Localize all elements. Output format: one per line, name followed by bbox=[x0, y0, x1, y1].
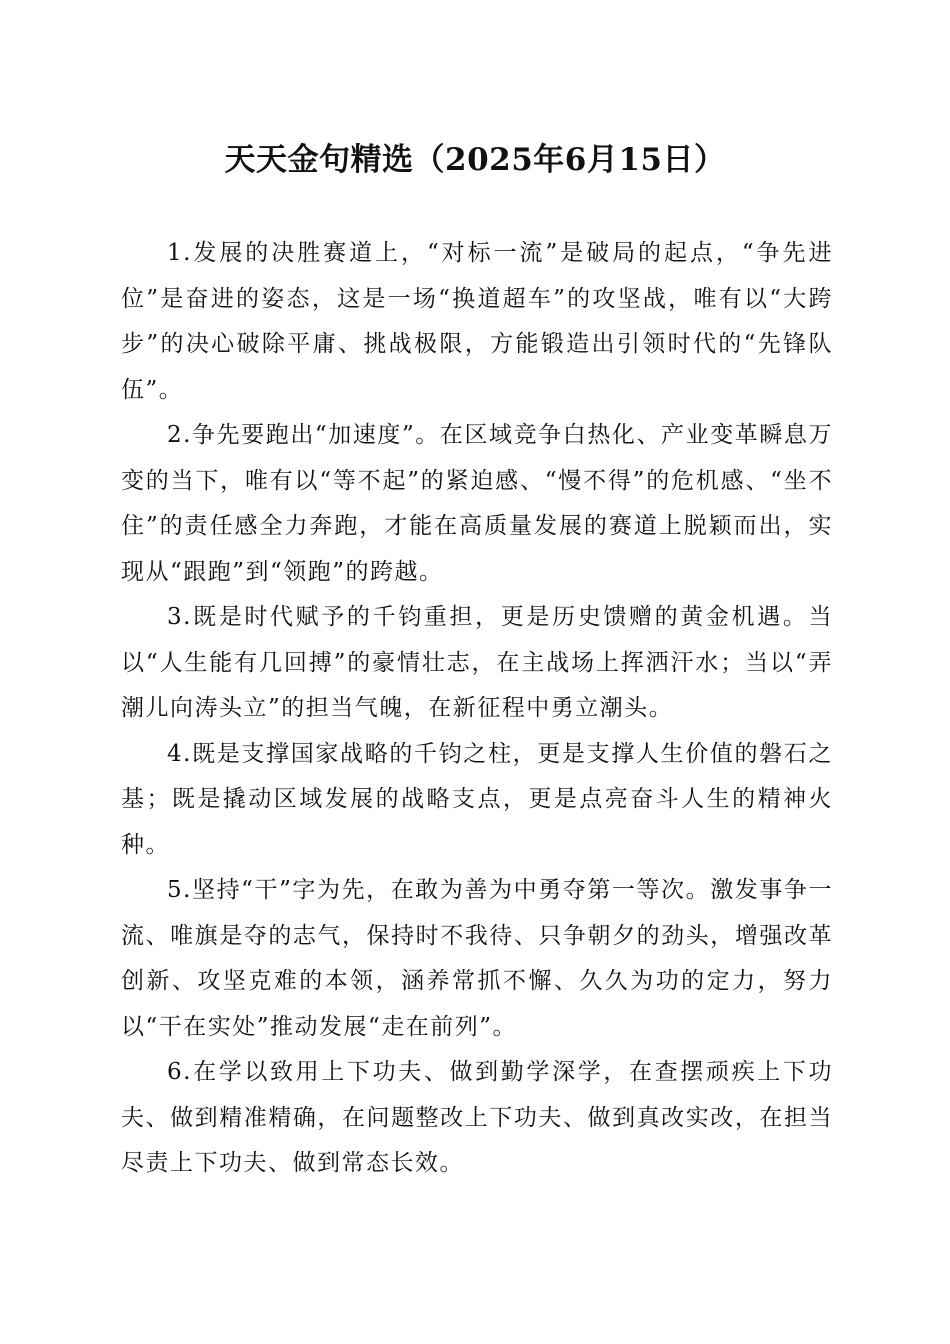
document-body bbox=[121, 231, 833, 1187]
paragraph-4: 4.既是支撑国家战略的千钧之柱，更是支撑人生价值的磐石之基；既是撬动区域发展的战略支点，更是点亮奋斗人生的精神火种。 bbox=[121, 740, 833, 858]
document-title: 天天金句精选（2025年6月15日） bbox=[224, 142, 726, 178]
paragraph-6: 6.在学以致用上下功夫、做到勤学深学，在查摆顽疾上下功夫、做到精准精确，在问题整改上下功夫、做到真改实改，在担当尽责上下功夫、做到常态长效。 bbox=[121, 1059, 833, 1176]
paragraph-1: 1.发展的决胜赛道上，“对标一流”是破局的起点，“争先进位”是奋进的姿态，这是一场“换道超车”的攻坚战，唯有以“大跨步”的决心破除平庸、挑战极限，方能锻造出引领时代的“先锋队伍”。 bbox=[121, 240, 833, 403]
paragraph-3: 3.既是时代赋予的千钧重担，更是历史馈赠的黄金机遇。当以“人生能有几回搏”的豪情壮志，在主战场上挥洒汗水；当以“弄潮儿向涛头立”的担当气魄，在新征程中勇立潮头。 bbox=[121, 604, 833, 721]
paragraph-5: 5.坚持“干”字为先，在敢为善为中勇夺第一等次。激发事争一流、唯旗是夺的志气，保持时不我待、只争朝夕的劲头，增强改革创新、攻坚克难的本领，涵养常抓不懈、久久为功的定力，努力以“干在实处”推动发展“走在前列”。 bbox=[121, 877, 833, 1040]
paragraph-2: 2.争先要跑出“加速度”。在区域竞争白热化、产业变革瞬息万变的当下，唯有以“等不起”的紧迫感、“慢不得”的危机感、“坐不住”的责任感全力奔跑，才能在高质量发展的赛道上脱颖而出，实现从“跟跑”到“领跑”的跨越。 bbox=[121, 422, 833, 585]
